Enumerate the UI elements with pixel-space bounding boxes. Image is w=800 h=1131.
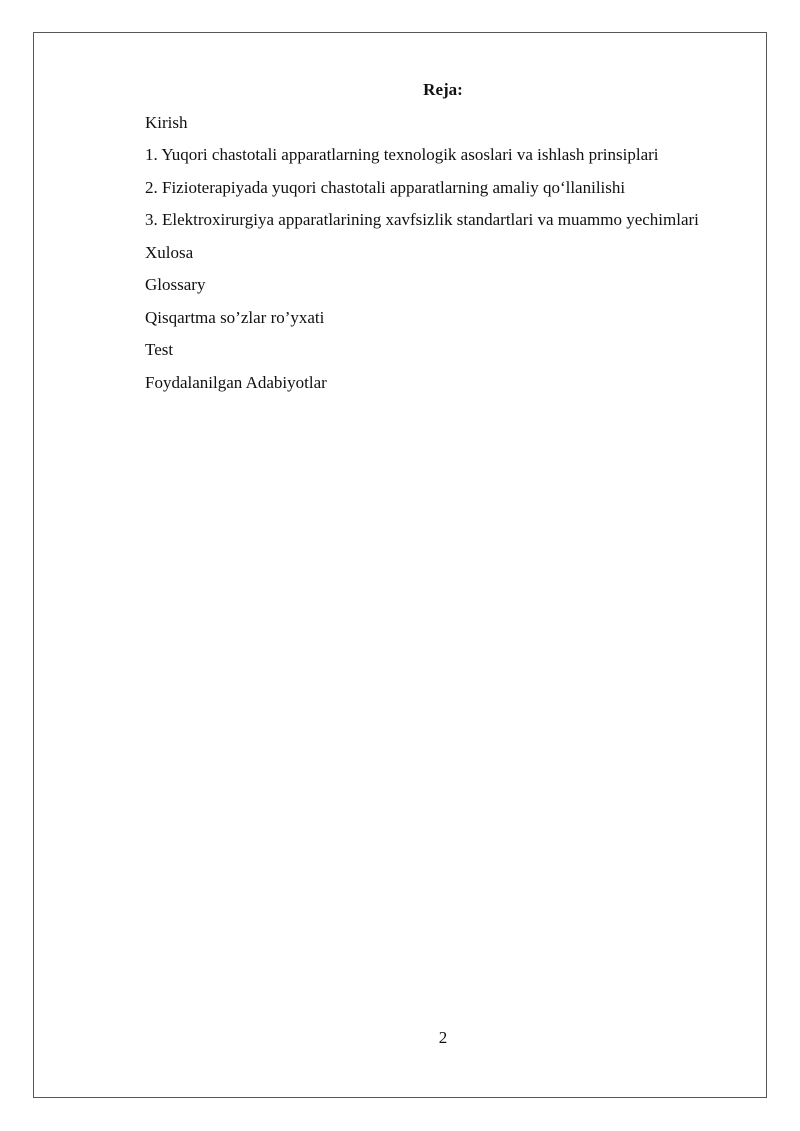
toc-item-references: Foydalanilgan Adabiyotlar: [145, 372, 327, 392]
toc-item-intro: Kirish: [145, 112, 188, 132]
page-title: Reja:: [423, 80, 463, 99]
toc-item-glossary: Glossary: [145, 275, 206, 294]
page-number: 2: [438, 1028, 448, 1047]
toc-item-2: 2. Fizioterapiyada yuqori chastotali apparatlarning amaliy qo‘llanilishi: [145, 177, 626, 197]
toc-item-abbreviations: Qisqartma so’zlar ro’yxati: [145, 307, 325, 327]
toc-item-test: Test: [145, 340, 174, 359]
document-body: [114, 74, 742, 399]
toc-item-3: 3. Elektroxirurgiya apparatlarining xavfsizlik standartlari va muammo yechimlari: [145, 210, 699, 229]
toc-item-1: 1. Yuqori chastotali apparatlarning texnologik asoslari va ishlash prinsiplari: [145, 145, 659, 164]
toc-item-conclusion: Xulosa: [145, 242, 194, 262]
